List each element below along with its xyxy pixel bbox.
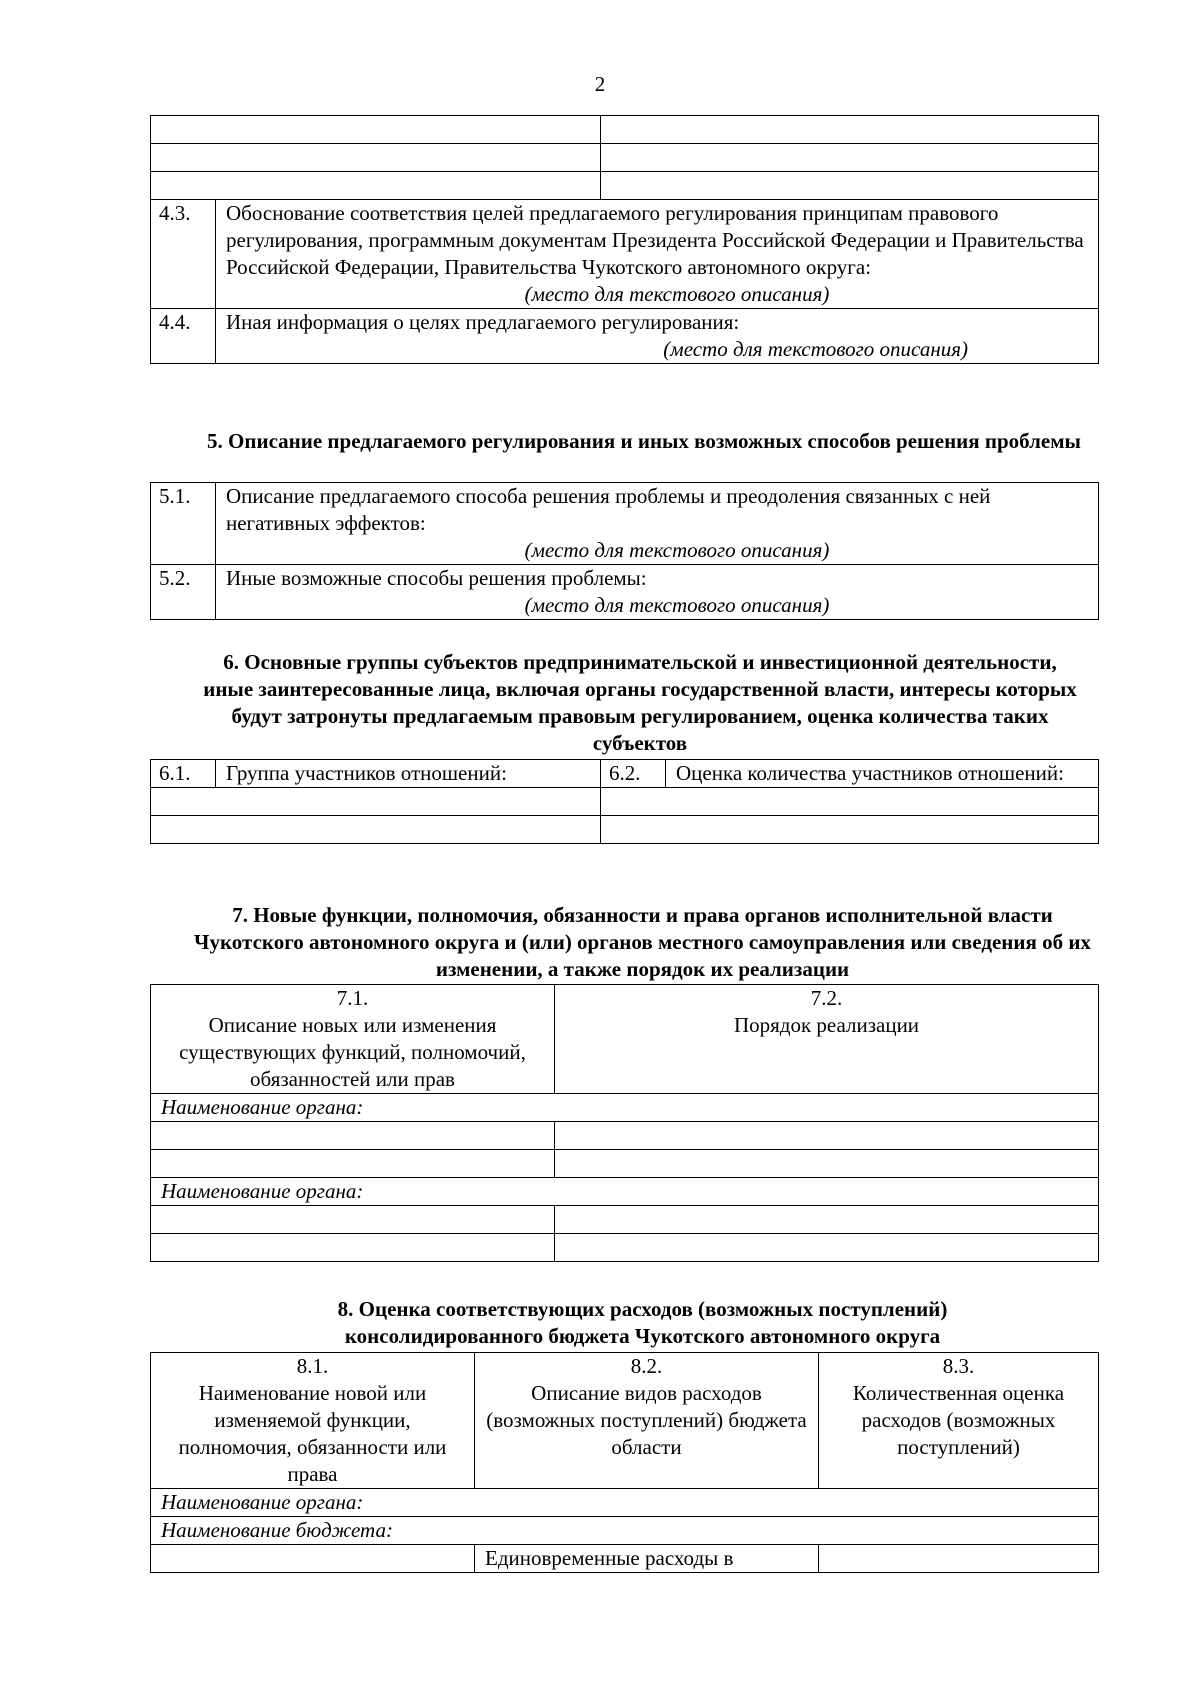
section6-header-row bbox=[151, 760, 1099, 788]
column-header: Группа участников отношений: bbox=[216, 760, 601, 788]
table-cell bbox=[151, 788, 601, 816]
table-row bbox=[151, 1206, 1099, 1234]
organ-name-label: Наименование органа: bbox=[151, 1178, 1099, 1206]
row-number: 5.2. bbox=[151, 565, 216, 620]
table-cell bbox=[151, 144, 601, 172]
table-cell bbox=[555, 1234, 1099, 1262]
table-cell bbox=[151, 1234, 555, 1262]
section4-table bbox=[150, 115, 1099, 364]
row-4-3 bbox=[151, 200, 1099, 309]
row-content bbox=[216, 483, 1099, 565]
column-header-7-2 bbox=[555, 985, 1099, 1094]
section7-header-row bbox=[151, 985, 1099, 1094]
row-number: 4.3. bbox=[151, 200, 216, 309]
column-title: Порядок реализации bbox=[733, 1013, 920, 1037]
column-number: 6.1. bbox=[151, 760, 216, 788]
section-8-title: 8. Оценка соответствующих расходов (возможных поступлений) консолидированного бюджета Чукотского автономного округа bbox=[337, 1297, 948, 1348]
table-cell bbox=[601, 144, 1099, 172]
table-cell bbox=[555, 1122, 1099, 1150]
column-title: Описание новых или изменения существующих функций, полномочий, обязанностей или прав bbox=[179, 1013, 526, 1091]
table-cell bbox=[151, 1122, 555, 1150]
one-time-expenses-label: Единовременные расходы в bbox=[475, 1545, 819, 1573]
table-cell bbox=[151, 1150, 555, 1178]
table-cell bbox=[151, 816, 601, 844]
table-cell bbox=[555, 1206, 1099, 1234]
budget-name-row bbox=[151, 1517, 1099, 1545]
table-cell bbox=[151, 116, 601, 144]
column-header-8-3 bbox=[819, 1353, 1099, 1489]
section-6-title: 6. Основные группы субъектов предпринимательской и инвестиционной деятельности, иные заинтересованные лица, включая органы государственной власти, интересы которых будут затронуты предлагаемым правовым регулированием, оценка количества таких субъектов bbox=[203, 650, 1077, 755]
row-5-2 bbox=[151, 565, 1099, 620]
row-number: 4.4. bbox=[151, 309, 216, 364]
column-number: 8.1. bbox=[296, 1354, 329, 1378]
row-5-1 bbox=[151, 483, 1099, 565]
column-number: 7.2. bbox=[810, 986, 843, 1010]
section8-header-row bbox=[151, 1353, 1099, 1489]
row-text: Иные возможные способы решения проблемы: bbox=[226, 566, 647, 590]
text-placeholder: (место для текстового описания) bbox=[524, 282, 830, 306]
column-title: Описание видов расходов (возможных поступлений) бюджета области bbox=[486, 1381, 807, 1459]
section-7-title: 7. Новые функции, полномочия, обязанности и права органов исполнительной власти Чукотского автономного округа и (или) органов местного самоуправления или сведения об их изменении, а также порядок их реализации bbox=[194, 903, 1091, 981]
row-4-4 bbox=[151, 309, 1099, 364]
section8-table bbox=[150, 1352, 1099, 1573]
table-row bbox=[151, 1545, 1099, 1573]
organ-name-label: Наименование органа: bbox=[151, 1094, 1099, 1122]
column-number: 7.1. bbox=[336, 986, 369, 1010]
column-title: Наименование новой или изменяемой функции, полномочия, обязанности или права bbox=[178, 1381, 447, 1486]
text-placeholder: (место для текстового описания) bbox=[524, 593, 830, 617]
row-text: Иная информация о целях предлагаемого регулирования: bbox=[226, 310, 740, 334]
section7-table bbox=[150, 984, 1099, 1262]
organ-name-row bbox=[151, 1178, 1099, 1206]
table-cell bbox=[151, 1545, 475, 1573]
table-row bbox=[151, 788, 1099, 816]
row-content bbox=[216, 309, 1099, 364]
organ-name-row bbox=[151, 1489, 1099, 1517]
row-text: Описание предлагаемого способа решения проблемы и преодоления связанных с ней негативных эффектов: bbox=[226, 484, 991, 535]
row-number: 5.1. bbox=[151, 483, 216, 565]
table-row bbox=[151, 116, 1099, 144]
column-header-8-1 bbox=[151, 1353, 475, 1489]
page-number: 2 bbox=[594, 72, 606, 96]
table-row bbox=[151, 172, 1099, 200]
table-row bbox=[151, 144, 1099, 172]
table-row bbox=[151, 816, 1099, 844]
table-cell bbox=[151, 1206, 555, 1234]
table-cell bbox=[555, 1150, 1099, 1178]
row-text: Обоснование соответствия целей предлагаемого регулирования принципам правового регулирования, программным документам Президента Российской Федерации и Правительства Российской Федерации, Правительства Чукотского автономного округа: bbox=[226, 201, 1084, 279]
column-title: Количественная оценка расходов (возможных поступлений) bbox=[852, 1381, 1065, 1459]
column-number: 6.2. bbox=[601, 760, 666, 788]
table-cell bbox=[601, 788, 1099, 816]
organ-name-row bbox=[151, 1094, 1099, 1122]
organ-name-label: Наименование органа: bbox=[151, 1489, 1099, 1517]
table-cell bbox=[601, 172, 1099, 200]
section6-table bbox=[150, 759, 1099, 844]
column-header: Оценка количества участников отношений: bbox=[666, 760, 1099, 788]
table-row bbox=[151, 1122, 1099, 1150]
column-number: 8.2. bbox=[630, 1354, 663, 1378]
column-number: 8.3. bbox=[942, 1354, 975, 1378]
table-cell bbox=[151, 172, 601, 200]
table-row bbox=[151, 1234, 1099, 1262]
text-placeholder: (место для текстового описания) bbox=[524, 538, 830, 562]
column-header-7-1 bbox=[151, 985, 555, 1094]
table-cell bbox=[601, 116, 1099, 144]
column-header-8-2 bbox=[475, 1353, 819, 1489]
section5-table bbox=[150, 482, 1099, 620]
row-content bbox=[216, 200, 1099, 309]
table-cell bbox=[819, 1545, 1099, 1573]
section-5-title: 5. Описание предлагаемого регулирования и иных возможных способов решения проблемы bbox=[207, 429, 1081, 453]
text-placeholder: (место для текстового описания) bbox=[663, 337, 968, 361]
row-content bbox=[216, 565, 1099, 620]
table-cell bbox=[601, 816, 1099, 844]
table-row bbox=[151, 1150, 1099, 1178]
budget-name-label: Наименование бюджета: bbox=[151, 1517, 1099, 1545]
